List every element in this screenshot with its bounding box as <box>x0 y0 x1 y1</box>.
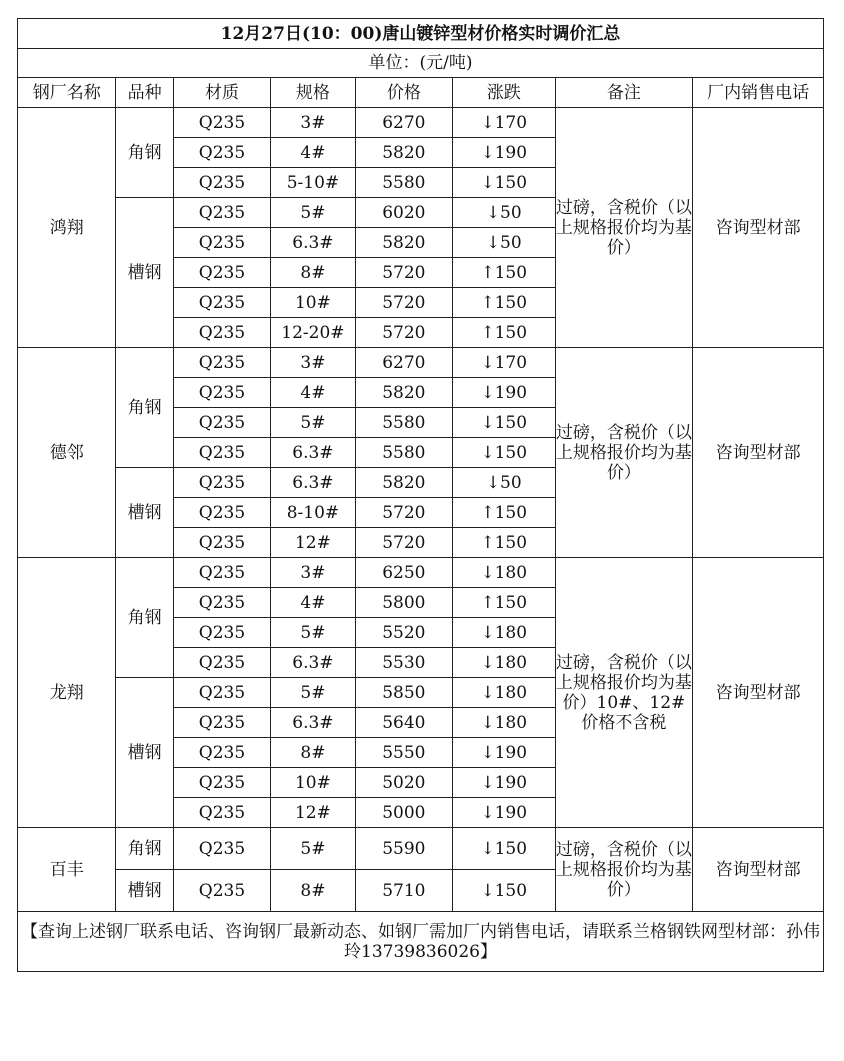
arrow-up-icon: ↑ <box>480 502 495 523</box>
arrow-up-icon: ↑ <box>480 292 495 313</box>
remark-cell: 过磅，含税价（以上规格报价均为基价） <box>555 108 693 348</box>
spec-cell: 4# <box>271 588 355 618</box>
change-cell <box>453 138 555 168</box>
price-cell: 5000 <box>355 798 452 828</box>
remark-cell: 过磅，含税价（以上规格报价均为基价） <box>555 348 693 558</box>
price-cell: 6270 <box>355 348 452 378</box>
variety-name: 角钢 <box>116 348 173 468</box>
table-row <box>18 558 824 588</box>
remark-cell: 过磅，含税价（以上规格报价均为基价） <box>555 828 693 912</box>
arrow-down-icon: ↓ <box>480 622 495 643</box>
material-cell: Q235 <box>173 258 270 288</box>
price-cell: 5820 <box>355 138 452 168</box>
price-cell: 5720 <box>355 498 452 528</box>
spec-cell: 6.3# <box>271 468 355 498</box>
change-amount: 180 <box>494 562 528 583</box>
material-cell: Q235 <box>173 678 270 708</box>
price-cell: 5720 <box>355 288 452 318</box>
change-cell <box>453 288 555 318</box>
material-cell: Q235 <box>173 768 270 798</box>
arrow-down-icon: ↓ <box>480 838 495 859</box>
material-cell: Q235 <box>173 558 270 588</box>
variety-name: 角钢 <box>116 828 173 870</box>
change-cell <box>453 318 555 348</box>
change-amount: 180 <box>494 682 528 703</box>
arrow-down-icon: ↓ <box>480 412 495 433</box>
change-amount: 150 <box>494 880 528 901</box>
arrow-down-icon: ↓ <box>486 232 501 253</box>
change-amount: 150 <box>494 262 528 283</box>
change-amount: 170 <box>494 112 528 133</box>
price-cell: 5530 <box>355 648 452 678</box>
change-cell <box>453 678 555 708</box>
spec-cell: 8# <box>271 870 355 912</box>
spec-cell: 8# <box>271 738 355 768</box>
spec-cell: 5# <box>271 408 355 438</box>
change-cell <box>453 498 555 528</box>
spec-cell: 4# <box>271 138 355 168</box>
spec-cell: 6.3# <box>271 228 355 258</box>
spec-cell: 5-10# <box>271 168 355 198</box>
material-cell: Q235 <box>173 738 270 768</box>
material-cell: Q235 <box>173 108 270 138</box>
spec-cell: 10# <box>271 288 355 318</box>
change-amount: 190 <box>494 772 528 793</box>
arrow-down-icon: ↓ <box>480 382 495 403</box>
header-phone: 厂内销售电话 <box>693 78 824 108</box>
spec-cell: 5# <box>271 828 355 870</box>
arrow-down-icon: ↓ <box>480 112 495 133</box>
arrow-down-icon: ↓ <box>480 352 495 373</box>
table-row <box>18 348 824 378</box>
change-cell <box>453 168 555 198</box>
price-cell: 5800 <box>355 588 452 618</box>
mill-name: 德邻 <box>18 348 116 558</box>
change-amount: 150 <box>494 838 528 859</box>
phone-cell: 咨询型材部 <box>693 348 824 558</box>
price-cell: 5720 <box>355 528 452 558</box>
header-spec: 规格 <box>271 78 355 108</box>
phone-cell: 咨询型材部 <box>693 558 824 828</box>
change-cell <box>453 618 555 648</box>
header-mill: 钢厂名称 <box>18 78 116 108</box>
change-cell <box>453 828 555 870</box>
material-cell: Q235 <box>173 438 270 468</box>
price-cell: 5590 <box>355 828 452 870</box>
change-cell <box>453 198 555 228</box>
material-cell: Q235 <box>173 498 270 528</box>
material-cell: Q235 <box>173 618 270 648</box>
variety-name: 槽钢 <box>116 870 173 912</box>
material-cell: Q235 <box>173 288 270 318</box>
spec-cell: 4# <box>271 378 355 408</box>
material-cell: Q235 <box>173 870 270 912</box>
change-cell <box>453 870 555 912</box>
variety-name: 角钢 <box>116 108 173 198</box>
change-cell <box>453 228 555 258</box>
price-table <box>17 18 824 972</box>
spec-cell: 12-20# <box>271 318 355 348</box>
arrow-down-icon: ↓ <box>480 682 495 703</box>
price-cell: 6270 <box>355 108 452 138</box>
material-cell: Q235 <box>173 528 270 558</box>
material-cell: Q235 <box>173 378 270 408</box>
price-cell: 5820 <box>355 468 452 498</box>
price-cell: 5720 <box>355 318 452 348</box>
change-cell <box>453 528 555 558</box>
header-row <box>18 78 824 108</box>
price-cell: 5710 <box>355 870 452 912</box>
unit-label: 单位：(元/吨) <box>18 49 824 78</box>
arrow-up-icon: ↑ <box>480 322 495 343</box>
change-cell <box>453 648 555 678</box>
material-cell: Q235 <box>173 408 270 438</box>
arrow-down-icon: ↓ <box>480 742 495 763</box>
material-cell: Q235 <box>173 348 270 378</box>
spec-cell: 6.3# <box>271 438 355 468</box>
header-price: 价格 <box>355 78 452 108</box>
material-cell: Q235 <box>173 168 270 198</box>
price-cell: 5820 <box>355 228 452 258</box>
price-cell: 5640 <box>355 708 452 738</box>
footer-note: 【查询上述钢厂联系电话、咨询钢厂最新动态、如钢厂需加厂内销售电话，请联系兰格钢铁网型材部：孙伟玲13739836026】 <box>18 912 824 972</box>
arrow-down-icon: ↓ <box>480 172 495 193</box>
change-cell <box>453 768 555 798</box>
price-cell: 5720 <box>355 258 452 288</box>
change-amount: 190 <box>494 742 528 763</box>
arrow-down-icon: ↓ <box>480 772 495 793</box>
change-amount: 170 <box>494 352 528 373</box>
variety-name: 槽钢 <box>116 468 173 558</box>
arrow-down-icon: ↓ <box>486 202 501 223</box>
change-cell <box>453 348 555 378</box>
change-cell <box>453 408 555 438</box>
change-cell <box>453 588 555 618</box>
mill-name: 龙翔 <box>18 558 116 828</box>
change-amount: 190 <box>494 382 528 403</box>
spec-cell: 10# <box>271 768 355 798</box>
material-cell: Q235 <box>173 708 270 738</box>
spec-cell: 3# <box>271 558 355 588</box>
material-cell: Q235 <box>173 228 270 258</box>
change-amount: 50 <box>500 232 522 253</box>
header-remark: 备注 <box>555 78 693 108</box>
change-amount: 150 <box>494 412 528 433</box>
price-cell: 5520 <box>355 618 452 648</box>
change-cell <box>453 108 555 138</box>
variety-name: 槽钢 <box>116 198 173 348</box>
change-amount: 180 <box>494 652 528 673</box>
spec-cell: 6.3# <box>271 708 355 738</box>
material-cell: Q235 <box>173 588 270 618</box>
change-amount: 150 <box>494 502 528 523</box>
price-cell: 5820 <box>355 378 452 408</box>
arrow-down-icon: ↓ <box>480 802 495 823</box>
material-cell: Q235 <box>173 828 270 870</box>
change-cell <box>453 708 555 738</box>
spec-cell: 8# <box>271 258 355 288</box>
material-cell: Q235 <box>173 198 270 228</box>
spec-cell: 5# <box>271 618 355 648</box>
change-amount: 150 <box>494 532 528 553</box>
arrow-down-icon: ↓ <box>480 142 495 163</box>
arrow-down-icon: ↓ <box>480 880 495 901</box>
remark-cell: 过磅，含税价（以上规格报价均为基价）10#、12#价格不含税 <box>555 558 693 828</box>
spec-cell: 12# <box>271 798 355 828</box>
arrow-down-icon: ↓ <box>480 652 495 673</box>
change-cell <box>453 258 555 288</box>
spec-cell: 5# <box>271 678 355 708</box>
table-row <box>18 108 824 138</box>
price-cell: 5020 <box>355 768 452 798</box>
variety-name: 槽钢 <box>116 678 173 828</box>
change-cell <box>453 438 555 468</box>
change-amount: 150 <box>494 292 528 313</box>
spec-cell: 5# <box>271 198 355 228</box>
table-row <box>18 828 824 870</box>
arrow-down-icon: ↓ <box>480 562 495 583</box>
price-cell: 5580 <box>355 408 452 438</box>
change-amount: 180 <box>494 622 528 643</box>
mill-name: 百丰 <box>18 828 116 912</box>
spec-cell: 6.3# <box>271 648 355 678</box>
change-cell <box>453 468 555 498</box>
change-amount: 50 <box>500 202 522 223</box>
material-cell: Q235 <box>173 648 270 678</box>
arrow-up-icon: ↑ <box>480 262 495 283</box>
footer-row <box>18 912 824 972</box>
arrow-up-icon: ↑ <box>480 532 495 553</box>
header-change: 涨跌 <box>453 78 555 108</box>
price-cell: 5580 <box>355 438 452 468</box>
price-cell: 5550 <box>355 738 452 768</box>
table-title: 12月27日(10：00)唐山镀锌型材价格实时调价汇总 <box>18 19 824 49</box>
phone-cell: 咨询型材部 <box>693 828 824 912</box>
price-cell: 6250 <box>355 558 452 588</box>
spec-cell: 3# <box>271 108 355 138</box>
price-cell: 5580 <box>355 168 452 198</box>
spec-cell: 8-10# <box>271 498 355 528</box>
change-amount: 50 <box>500 472 522 493</box>
arrow-up-icon: ↑ <box>480 592 495 613</box>
material-cell: Q235 <box>173 468 270 498</box>
change-amount: 150 <box>494 172 528 193</box>
arrow-down-icon: ↓ <box>480 712 495 733</box>
change-amount: 150 <box>494 322 528 343</box>
change-cell <box>453 378 555 408</box>
change-cell <box>453 738 555 768</box>
change-amount: 150 <box>494 592 528 613</box>
price-cell: 5850 <box>355 678 452 708</box>
change-amount: 190 <box>494 802 528 823</box>
material-cell: Q235 <box>173 138 270 168</box>
material-cell: Q235 <box>173 318 270 348</box>
change-cell <box>453 798 555 828</box>
spec-cell: 3# <box>271 348 355 378</box>
header-variety: 品种 <box>116 78 173 108</box>
change-cell <box>453 558 555 588</box>
change-amount: 190 <box>494 142 528 163</box>
change-amount: 180 <box>494 712 528 733</box>
variety-name: 角钢 <box>116 558 173 678</box>
arrow-down-icon: ↓ <box>480 442 495 463</box>
phone-cell: 咨询型材部 <box>693 108 824 348</box>
arrow-down-icon: ↓ <box>486 472 501 493</box>
material-cell: Q235 <box>173 798 270 828</box>
change-amount: 150 <box>494 442 528 463</box>
mill-name: 鸿翔 <box>18 108 116 348</box>
header-material: 材质 <box>173 78 270 108</box>
spec-cell: 12# <box>271 528 355 558</box>
price-cell: 6020 <box>355 198 452 228</box>
